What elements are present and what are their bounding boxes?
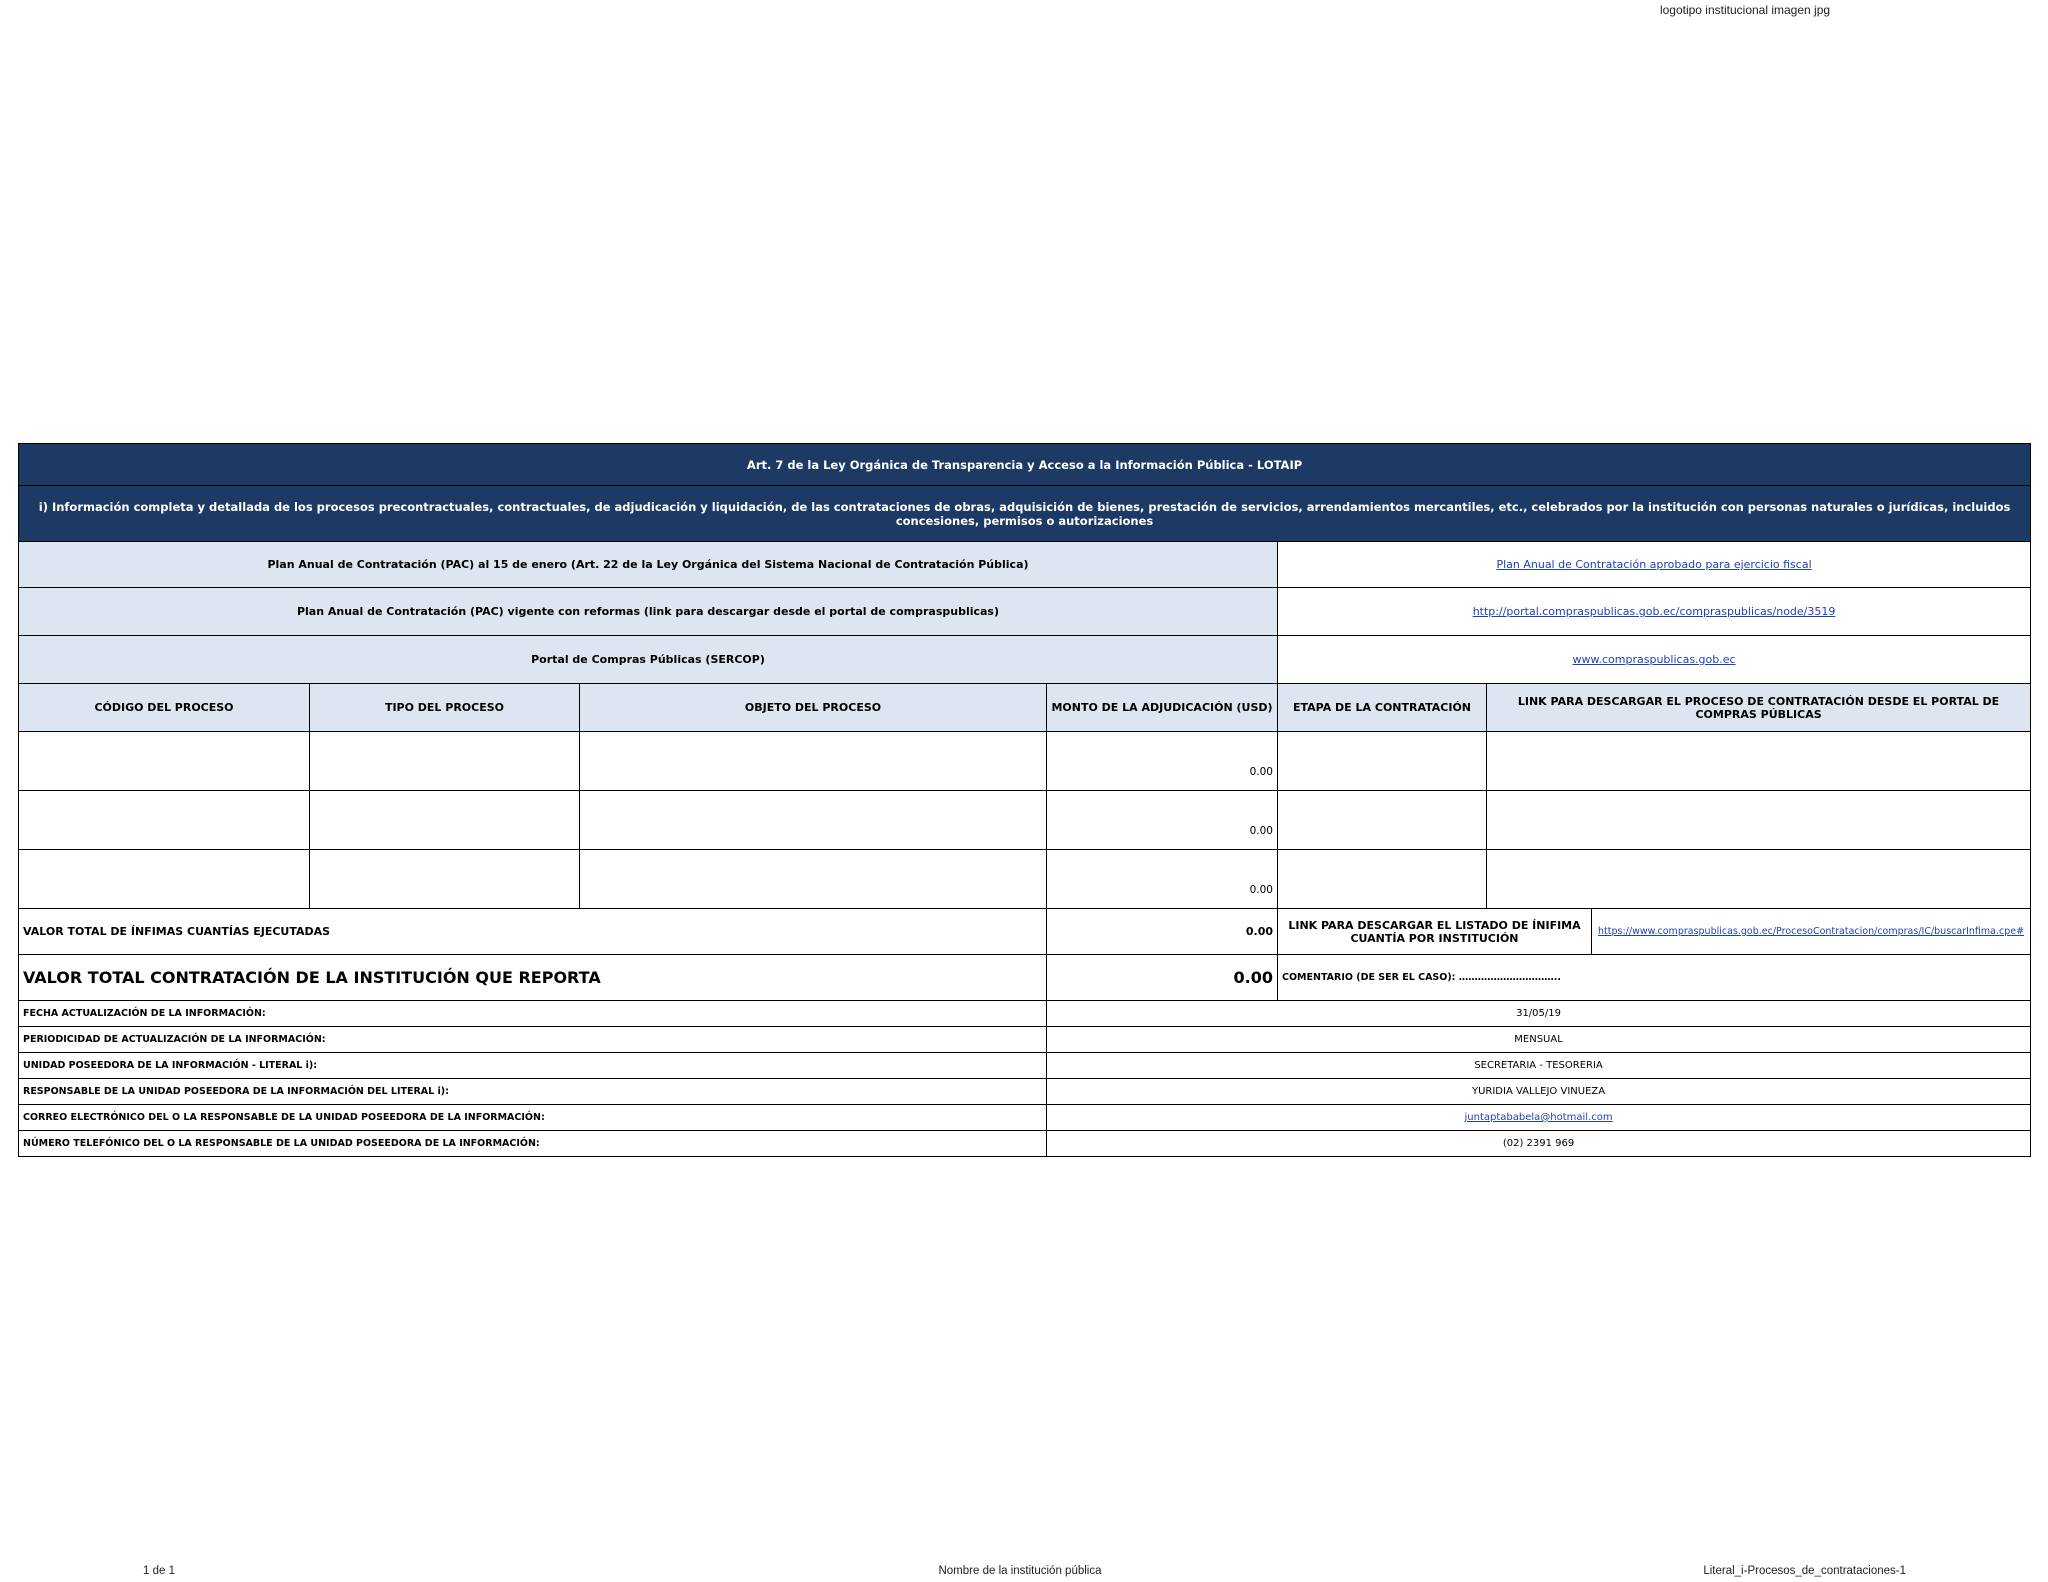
- logo-placeholder: logotipo institucional imagen jpg: [1659, 3, 1831, 17]
- cell-monto: 0.00: [1047, 850, 1278, 909]
- infimas-link[interactable]: https://www.compraspublicas.gob.ec/ProcesoContratacion/compras/IC/buscarInfima.cpe#: [1592, 909, 2031, 955]
- col-header-monto: MONTO DE LA ADJUDICACIÓN (USD): [1047, 684, 1278, 732]
- table-row: [19, 732, 2031, 791]
- infimas-total-label: VALOR TOTAL DE ÍNFIMAS CUANTÍAS EJECUTADAS: [19, 909, 1047, 955]
- cell-objeto: [580, 732, 1047, 791]
- meta-value-telefono: (02) 2391 969: [1047, 1131, 2031, 1157]
- col-header-link: LINK PARA DESCARGAR EL PROCESO DE CONTRATACIÓN DESDE EL PORTAL DE COMPRAS PÚBLICAS: [1487, 684, 2031, 732]
- table-row: [19, 850, 2031, 909]
- report-title: Art. 7 de la Ley Orgánica de Transparencia y Acceso a la Información Pública - LOTAIP: [19, 444, 2031, 486]
- col-header-codigo: CÓDIGO DEL PROCESO: [19, 684, 310, 732]
- table-row: [19, 791, 2031, 850]
- pac-reformas-link[interactable]: http://portal.compraspublicas.gob.ec/compraspublicas/node/3519: [1278, 588, 2031, 636]
- meta-value-unidad: SECRETARIA - TESORERIA: [1047, 1053, 2031, 1079]
- meta-label-fecha: FECHA ACTUALIZACIÓN DE LA INFORMACIÓN:: [19, 1001, 1047, 1027]
- meta-label-unidad: UNIDAD POSEEDORA DE LA INFORMACIÓN - LITERAL i):: [19, 1053, 1047, 1079]
- footer-page-number: 1 de 1: [143, 1565, 175, 1577]
- cell-link: [1487, 732, 2031, 791]
- literal-description: i) Información completa y detallada de los procesos precontractuales, contractuales, de adjudicación y liquidación, de las contrataciones de obras, adquisición de bienes, prestación de servicios, arrendamientos mercantiles, etc., celebrados por la institución con personas naturales o jurídicas, incluidos concesiones, permisos o autorizaciones: [19, 486, 2031, 542]
- meta-label-correo: CORREO ELECTRÓNICO DEL O LA RESPONSABLE DE LA UNIDAD POSEEDORA DE LA INFORMACIÓN:: [19, 1105, 1047, 1131]
- meta-value-periodicidad: MENSUAL: [1047, 1027, 2031, 1053]
- cell-etapa: [1278, 791, 1487, 850]
- cell-monto: 0.00: [1047, 732, 1278, 791]
- institution-total-label: VALOR TOTAL CONTRATACIÓN DE LA INSTITUCIÓN QUE REPORTA: [19, 955, 1047, 1001]
- pac-reformas-label: Plan Anual de Contratación (PAC) vigente con reformas (link para descargar desde el portal de compraspublicas): [19, 588, 1278, 636]
- col-header-etapa: ETAPA DE LA CONTRATACIÓN: [1278, 684, 1487, 732]
- cell-link: [1487, 850, 2031, 909]
- meta-label-telefono: NÚMERO TELEFÓNICO DEL O LA RESPONSABLE DE LA UNIDAD POSEEDORA DE LA INFORMACIÓN:: [19, 1131, 1047, 1157]
- cell-codigo: [19, 791, 310, 850]
- sercop-link[interactable]: www.compraspublicas.gob.ec: [1278, 636, 2031, 684]
- meta-value-correo[interactable]: juntaptababela@hotmail.com: [1047, 1105, 2031, 1131]
- cell-monto: 0.00: [1047, 791, 1278, 850]
- meta-value-fecha: 31/05/19: [1047, 1001, 2031, 1027]
- pac-january-link[interactable]: Plan Anual de Contratación aprobado para ejercicio fiscal: [1278, 542, 2031, 588]
- cell-codigo: [19, 850, 310, 909]
- lotaip-literal-i-sheet: [18, 443, 2031, 1157]
- cell-tipo: [310, 791, 580, 850]
- cell-tipo: [310, 850, 580, 909]
- comment-field: COMENTARIO (DE SER EL CASO): …………………………..: [1278, 955, 2031, 1001]
- cell-etapa: [1278, 732, 1487, 791]
- cell-link: [1487, 791, 2031, 850]
- infimas-link-label: LINK PARA DESCARGAR EL LISTADO DE ÍNIFIMA CUANTÍA POR INSTITUCIÓN: [1278, 909, 1592, 955]
- footer-institution: Nombre de la institución pública: [938, 1565, 1102, 1577]
- footer-file-name: Literal_i-Procesos_de_contrataciones-1: [1703, 1565, 1906, 1577]
- meta-label-responsable: RESPONSABLE DE LA UNIDAD POSEEDORA DE LA INFORMACIÓN DEL LITERAL i):: [19, 1079, 1047, 1105]
- cell-objeto: [580, 791, 1047, 850]
- cell-objeto: [580, 850, 1047, 909]
- infimas-total-value: 0.00: [1047, 909, 1278, 955]
- meta-label-periodicidad: PERIODICIDAD DE ACTUALIZACIÓN DE LA INFORMACIÓN:: [19, 1027, 1047, 1053]
- col-header-tipo: TIPO DEL PROCESO: [310, 684, 580, 732]
- cell-codigo: [19, 732, 310, 791]
- meta-value-responsable: YURIDIA VALLEJO VINUEZA: [1047, 1079, 2031, 1105]
- pac-january-label: Plan Anual de Contratación (PAC) al 15 de enero (Art. 22 de la Ley Orgánica del Sistema Nacional de Contratación Pública): [19, 542, 1278, 588]
- cell-tipo: [310, 732, 580, 791]
- institution-total-value: 0.00: [1047, 955, 1278, 1001]
- col-header-objeto: OBJETO DEL PROCESO: [580, 684, 1047, 732]
- cell-etapa: [1278, 850, 1487, 909]
- sercop-label: Portal de Compras Públicas (SERCOP): [19, 636, 1278, 684]
